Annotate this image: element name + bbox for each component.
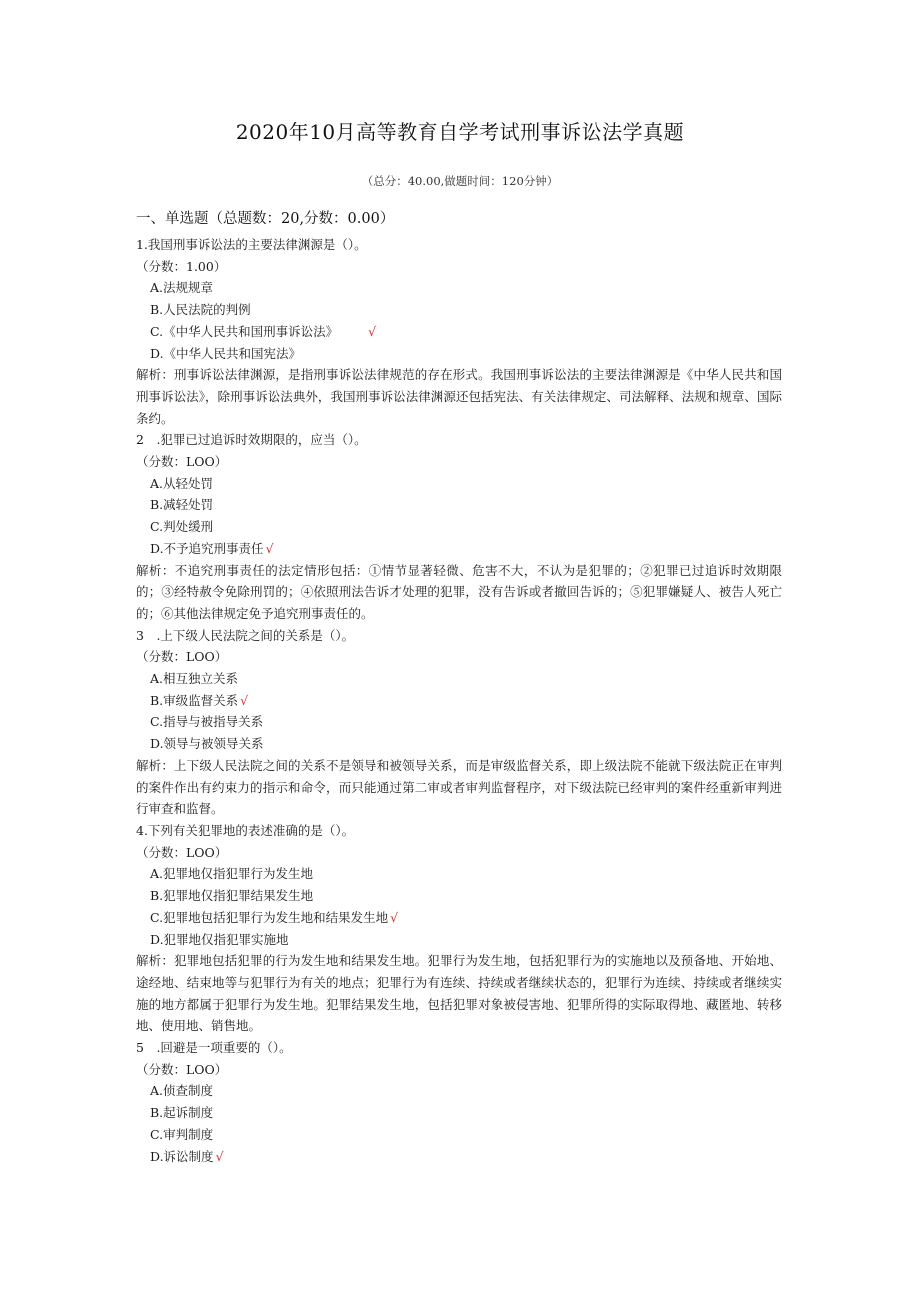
question-stem: 2 .犯罪已过追诉时效期限的，应当（）。 xyxy=(136,432,367,448)
option-b xyxy=(136,1102,786,1124)
option-d xyxy=(136,1146,786,1168)
option-c xyxy=(136,321,786,343)
question-score: （分数：1.00） xyxy=(136,258,227,274)
option-label: C.《中华人民共和国刑事诉讼法》 xyxy=(150,323,339,339)
option-b xyxy=(136,885,786,907)
option-label: B.起诉制度 xyxy=(150,1105,214,1121)
option-label: C.犯罪地包括犯罪行为发生地和结果发生地 xyxy=(150,909,389,925)
section-heading: 一、单选题（总题数：20,分数：0.00） xyxy=(136,211,395,227)
question-score: （分数：LOO） xyxy=(136,844,228,860)
question-3 xyxy=(136,625,786,820)
option-c xyxy=(136,516,786,538)
question-stem: 3 .上下级人民法院之间的关系是（）。 xyxy=(136,627,355,643)
correct-check-icon: √ xyxy=(390,909,399,925)
question-stem: 4.下列有关犯罪地的表述准确的是（）。 xyxy=(136,822,355,838)
question-score: （分数：LOO） xyxy=(136,1061,228,1077)
correct-check-icon: √ xyxy=(368,323,377,339)
question-score: （分数：LOO） xyxy=(136,649,228,665)
option-d xyxy=(136,733,786,755)
option-a xyxy=(136,668,786,690)
question-stem: 5 .回避是一项重要的（）。 xyxy=(136,1040,292,1056)
option-label: A.相互独立关系 xyxy=(150,671,239,687)
question-stem: 1.我国刑事诉讼法的主要法律渊源是（）。 xyxy=(136,237,367,252)
option-b xyxy=(136,690,786,712)
question-analysis: 解析：不追究刑事责任的法定情形包括：①情节显著轻微、危害不大，不认为是犯罪的；②犯罪已过追诉时效期限的；③经特赦令免除刑罚的；④依照刑法告诉才处理的犯罪，没有告诉或者撤回告诉的；⑤犯罪嫌疑人、被告人死亡的；⑥其他法律规定免予追究刑事责任的。 xyxy=(136,562,782,621)
document-title: 2020年10月高等教育自学考试刑事诉讼法学真题 xyxy=(235,120,685,144)
question-5 xyxy=(136,1037,786,1167)
option-label: A.法规规章 xyxy=(150,280,214,296)
option-label: C.审判制度 xyxy=(150,1126,214,1142)
correct-check-icon: √ xyxy=(215,1148,224,1164)
document-body xyxy=(136,207,786,1167)
option-a xyxy=(136,1080,786,1102)
option-d xyxy=(136,538,786,560)
option-label: D.领导与被领导关系 xyxy=(150,736,264,752)
option-a xyxy=(136,863,786,885)
question-analysis: 解析：上下级人民法院之间的关系不是领导和被领导关系，而是审级监督关系，即上级法院不能就下级法院正在审判的案件作出有约束力的指示和命令，而只能通过第二审或者审判监督程序，对下级法院已经审判的案件经重新审判进行审查和监督。 xyxy=(136,757,782,817)
question-4 xyxy=(136,820,786,1037)
option-label: C.指导与被指导关系 xyxy=(150,714,264,730)
option-d xyxy=(136,929,786,951)
option-label: D.犯罪地仅指犯罪实施地 xyxy=(150,931,289,947)
option-label: D.诉讼制度 xyxy=(150,1148,214,1164)
option-c xyxy=(136,907,786,929)
question-score: （分数：LOO） xyxy=(136,454,228,470)
question-1 xyxy=(136,234,786,429)
option-a xyxy=(136,277,786,299)
document-meta: （总分：40.00,做题时间：120分钟） xyxy=(361,174,559,188)
option-label: D.《中华人民共和国宪法》 xyxy=(150,345,302,361)
question-2 xyxy=(136,429,786,624)
option-label: B.人民法院的判例 xyxy=(150,302,251,318)
option-label: A.犯罪地仅指犯罪行为发生地 xyxy=(150,866,314,882)
option-b xyxy=(136,299,786,321)
option-c xyxy=(136,711,786,733)
option-a xyxy=(136,473,786,495)
option-c xyxy=(136,1124,786,1146)
question-analysis: 解析：刑事诉讼法律渊源，是指刑事诉讼法律规范的存在形式。我国刑事诉讼法的主要法律渊源是《中华人民共和国刑事诉讼法》，除刑事诉讼法典外，我国刑事诉讼法律渊源还包括宪法、有关法律规定、司法解释、法规和规章、国际条约。 xyxy=(136,367,782,426)
correct-check-icon: √ xyxy=(265,540,274,556)
option-label: C.判处缓刑 xyxy=(150,519,214,535)
option-label: B.犯罪地仅指犯罪结果发生地 xyxy=(150,888,314,904)
question-analysis: 解析：犯罪地包括犯罪的行为发生地和结果发生地。犯罪行为发生地，包括犯罪行为的实施地以及预备地、开始地、途经地、结束地等与犯罪行为有关的地点；犯罪行为有连续、持续或者继续状态的，犯罪行为连续、持续或者继续实施的地方都属于犯罪行为发生地。犯罪结果发生地，包括犯罪对象被侵害地、犯罪所得的实际取得地、藏匿地、转移地、使用地、销售地。 xyxy=(136,953,782,1034)
option-label: D.不予追究刑事责任 xyxy=(150,540,264,556)
option-label: B.审级监督关系 xyxy=(150,692,239,708)
option-d xyxy=(136,343,786,365)
option-label: A.侦查制度 xyxy=(150,1083,214,1099)
option-label: B.减轻处罚 xyxy=(150,497,214,513)
correct-check-icon: √ xyxy=(240,692,249,708)
option-b xyxy=(136,494,786,516)
option-label: A.从轻处罚 xyxy=(150,475,214,491)
